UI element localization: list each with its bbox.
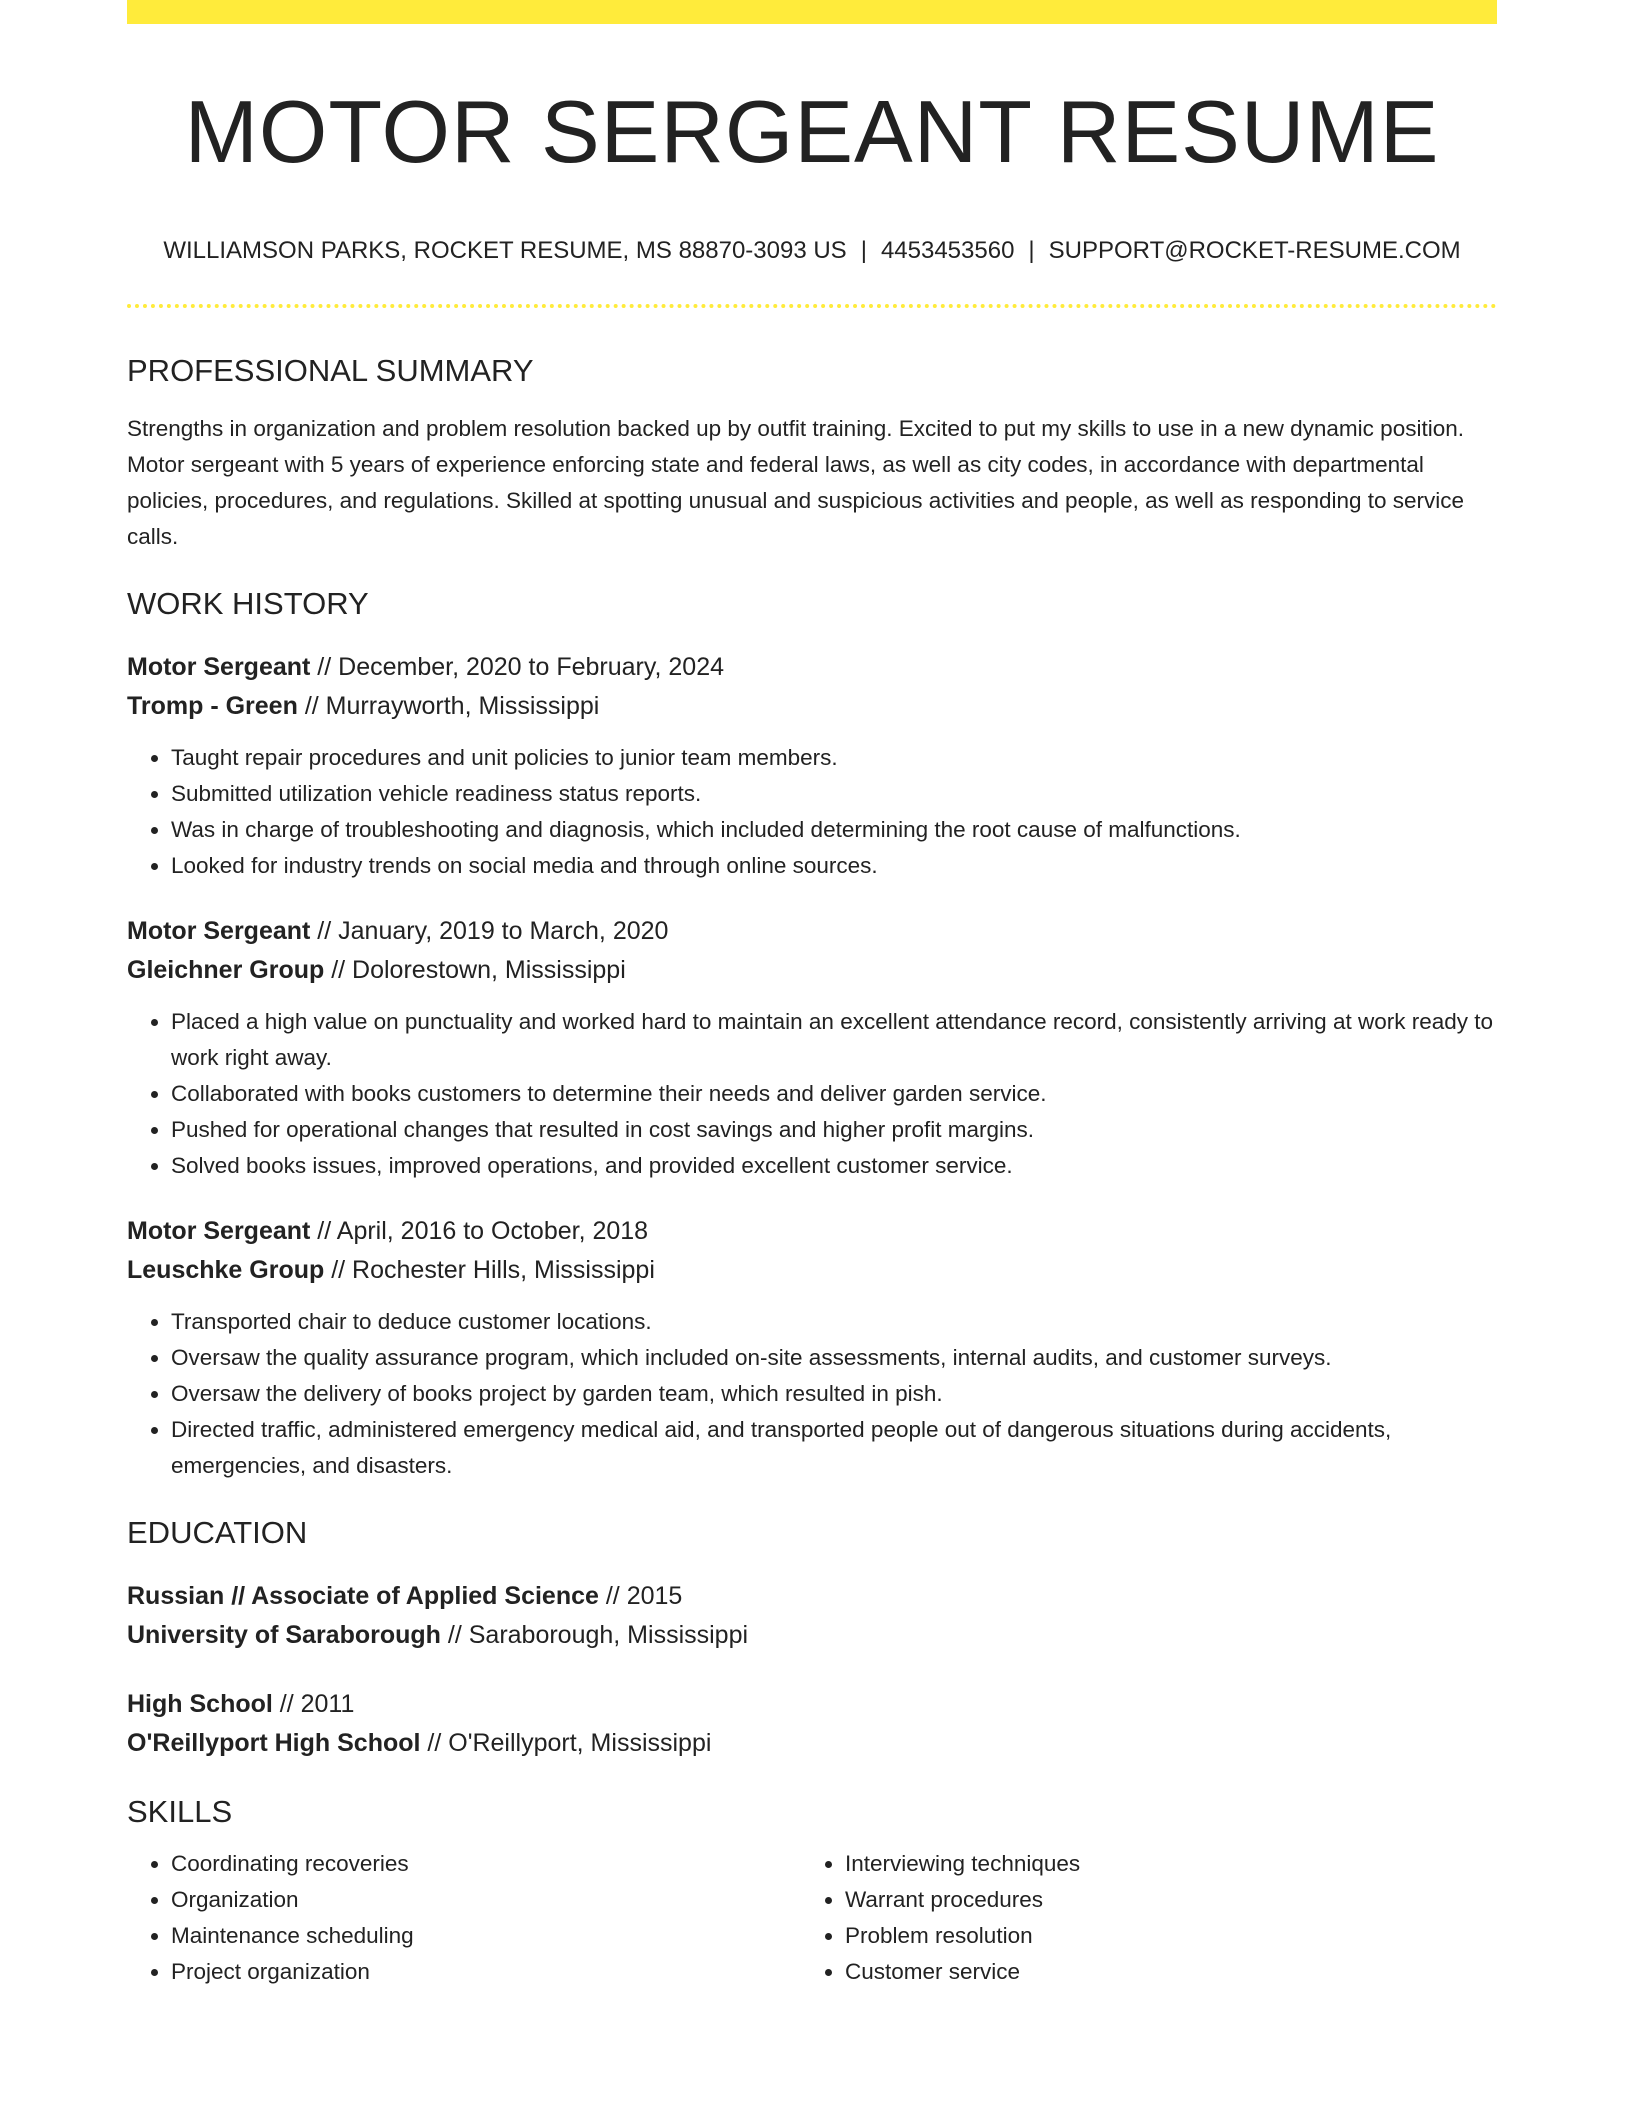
education-degree-line (127, 1577, 1497, 1616)
job-bullets (127, 1004, 1497, 1184)
skills-heading: SKILLS (127, 1794, 233, 1830)
contact-line (127, 237, 1497, 266)
skill-item: • Organization (171, 1882, 801, 1918)
job-company: Tromp - Green (127, 691, 298, 720)
job-bullet: • Taught repair procedures and unit policies to junior team members. (171, 740, 1497, 776)
education-location: // O'Reillyport, Mississippi (420, 1729, 712, 1758)
education-degree: High School (127, 1690, 273, 1719)
job-location: // Dolorestown, Mississippi (324, 955, 626, 984)
job-company: Gleichner Group (127, 955, 325, 984)
education-entry (127, 1577, 1497, 1655)
education-school: University of Saraborough (127, 1621, 441, 1650)
job-title-line (127, 1212, 1497, 1251)
contact-separator: | (1028, 236, 1035, 264)
contact-email: SUPPORT@ROCKET-RESUME.COM (1048, 236, 1461, 264)
work-history-heading: WORK HISTORY (127, 585, 369, 621)
skill-item: • Warrant procedures (845, 1882, 1475, 1918)
header-divider (127, 304, 1497, 308)
skills-list (127, 1846, 1497, 1990)
job-title-line (127, 648, 1497, 687)
job-dates: // April, 2016 to October, 2018 (310, 1216, 649, 1245)
summary-heading: PROFESSIONAL SUMMARY (127, 352, 534, 388)
job-role: Motor Sergeant (127, 652, 311, 681)
job-role: Motor Sergeant (127, 916, 311, 945)
contact-phone: 4453453560 (880, 236, 1015, 264)
job-entry (127, 1212, 1497, 1484)
job-bullets (127, 1304, 1497, 1484)
education-school-line (127, 1616, 1497, 1655)
job-bullet: • Looked for industry trends on social media and through online sources. (171, 848, 1497, 884)
job-entry (127, 648, 1497, 884)
contact-separator: | (860, 236, 867, 264)
education-location: // Saraborough, Mississippi (440, 1621, 749, 1650)
job-role: Motor Sergeant (127, 1216, 311, 1245)
skill-item: • Customer service (845, 1954, 1475, 1990)
resume-title: MOTOR SERGEANT RESUME (184, 82, 1440, 181)
job-location: // Rochester Hills, Mississippi (324, 1255, 655, 1284)
job-company-line (127, 1251, 1497, 1290)
skill-item: • Project organization (171, 1954, 801, 1990)
job-company-line (127, 951, 1497, 990)
skill-item: • Maintenance scheduling (171, 1918, 801, 1954)
education-degree-line (127, 1685, 1497, 1724)
job-bullet: • Placed a high value on punctuality and worked hard to maintain an excellent attendance record, consistently arriving at work ready to work right away. (171, 1004, 1497, 1076)
skills-column-right (801, 1846, 1475, 1990)
education-school: O'Reillyport High School (127, 1729, 421, 1758)
job-location: // Murrayworth, Mississippi (297, 691, 600, 720)
job-bullet: • Solved books issues, improved operations, and provided excellent customer service. (171, 1148, 1497, 1184)
job-entry (127, 912, 1497, 1184)
summary-text: Strengths in organization and problem resolution backed up by outfit training. Excited to put my skills to use in a new dynamic position. Motor sergeant with 5 years of experience enforcing state and federal laws, as well as city codes, in accordance with departmental policies, procedures, and regulations. Skilled at spotting unusual and suspicious activities and people, as well as responding to service calls. (127, 415, 1465, 549)
job-dates: // December, 2020 to February, 2024 (310, 652, 725, 681)
job-bullet: • Pushed for operational changes that resulted in cost savings and higher profit margins. (171, 1112, 1497, 1148)
education-year: // 2011 (272, 1690, 355, 1719)
job-company-line (127, 687, 1497, 726)
education-entry (127, 1685, 1497, 1763)
job-dates: // January, 2019 to March, 2020 (310, 916, 669, 945)
skill-item: • Problem resolution (845, 1918, 1475, 1954)
resume-page (127, 0, 1497, 1990)
skill-item: • Interviewing techniques (845, 1846, 1475, 1882)
job-bullet: • Directed traffic, administered emergency medical aid, and transported people out of dangerous situations during accidents, emergencies, and disasters. (171, 1412, 1497, 1484)
job-company: Leuschke Group (127, 1255, 325, 1284)
education-school-line (127, 1724, 1497, 1763)
skills-column-left (127, 1846, 801, 1990)
job-bullet: • Oversaw the delivery of books project by garden team, which resulted in pish. (171, 1376, 1497, 1412)
job-bullets (127, 740, 1497, 884)
job-bullet: • Was in charge of troubleshooting and diagnosis, which included determining the root cause of malfunctions. (171, 812, 1497, 848)
job-title-line (127, 912, 1497, 951)
education-degree: Russian // Associate of Applied Science (127, 1582, 599, 1611)
education-year: // 2015 (598, 1582, 683, 1611)
job-bullet: • Oversaw the quality assurance program, which included on-site assessments, internal audits, and customer surveys. (171, 1340, 1497, 1376)
skill-item: • Coordinating recoveries (171, 1846, 801, 1882)
contact-address: WILLIAMSON PARKS, ROCKET RESUME, MS 88870-3093 US (163, 236, 847, 264)
job-bullet: • Transported chair to deduce customer locations. (171, 1304, 1497, 1340)
job-bullet: • Collaborated with books customers to determine their needs and deliver garden service. (171, 1076, 1497, 1112)
job-bullet: • Submitted utilization vehicle readiness status reports. (171, 776, 1497, 812)
education-heading: EDUCATION (127, 1514, 308, 1550)
top-accent-bar (127, 0, 1497, 24)
